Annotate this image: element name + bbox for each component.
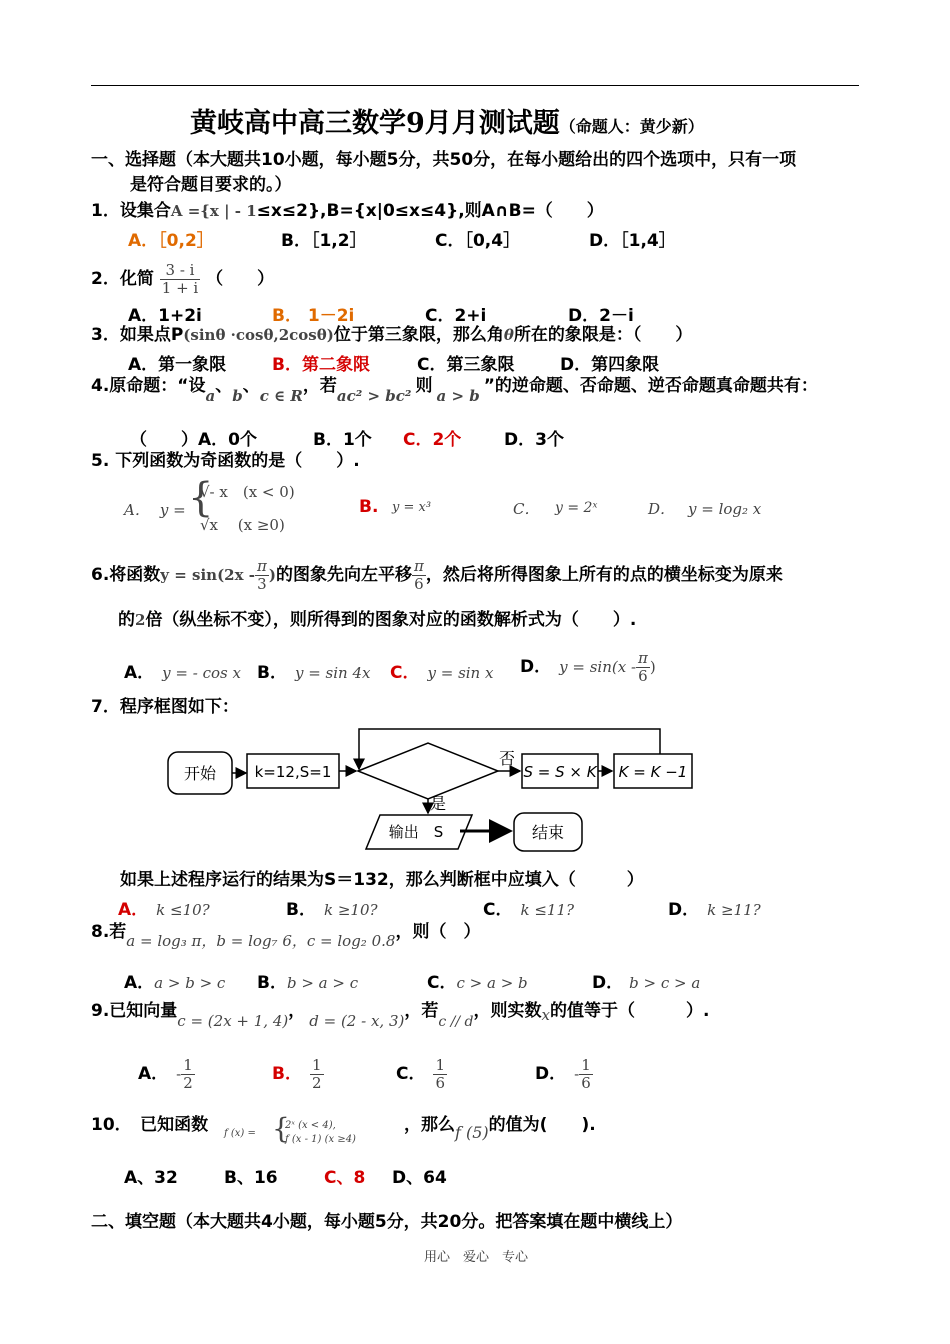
q1-option-a: A．［0,2］ — [128, 231, 214, 251]
q3-theta: θ — [503, 326, 514, 344]
q1-set-a: A ={x | - 1 — [170, 202, 257, 220]
q7-question: 如果上述程序运行的结果为S＝132，那么判断框中应填入（ ） — [120, 870, 644, 890]
q10-option-d: D、64 — [392, 1168, 447, 1188]
q9-option-d: D． - $\frac{1}{6}$ — [535, 1056, 591, 1092]
q10-prefix: 10． 已知函数 — [91, 1115, 209, 1135]
q5-option-c-label: C． — [513, 500, 540, 518]
page-footer: 用心 爱心 专心 — [424, 1250, 529, 1265]
q5-option-b-label: B. — [359, 497, 379, 517]
q3-option-d: D．第四象限 — [560, 355, 660, 375]
q9-option-c: C． $\frac{1}{6}$ — [396, 1056, 446, 1092]
q3-option-b: B．第二象限 — [272, 355, 370, 375]
section2-heading: 二、填空题（本大题共4小题，每小题5分，共20分。把答案填在题中横线上） — [91, 1212, 683, 1232]
flow-end-label: 结束 — [531, 823, 565, 842]
q5-option-b-expr: y = x³ — [392, 500, 432, 515]
q1-stem — [91, 201, 604, 221]
section1-heading: 一、选择题（本大题共10小题，每小题5分，共50分，在每小题给出的四个选项中，只有一项 — [91, 150, 797, 170]
q7-option-b: B． k ≥10? — [286, 900, 378, 920]
q2-paren: （ ） — [206, 269, 275, 289]
q1-prefix: 1．设集合 — [91, 201, 171, 221]
q10-fx: f (x) = — [224, 1128, 256, 1139]
q10-option-b: B、16 — [224, 1168, 278, 1188]
q8-option-d: D． b > c > a — [592, 973, 701, 993]
q10-piece-2: f (x - 1) (x ≥4) — [285, 1134, 356, 1145]
q2-fraction: $\frac{3 - i}{1 + i}$ — [161, 261, 199, 297]
q1-option-b: B．［1,2］ — [281, 231, 367, 251]
q6-stem: 6.将函数y = sin(2x - $\frac{\pi}{3}$ )的图象先向左平移 $\frac{\pi}{6}$ ，然后将所得图象上所有的点的横坐标变为原来 — [91, 557, 783, 593]
q6-option-a: A． y = - cos x — [124, 663, 241, 683]
q5-brace: { — [188, 475, 214, 521]
q2-stem — [91, 262, 274, 296]
q1-rest: ≤x≤2},B={x|0≤x≤4},则A∩B=（ ） — [256, 201, 604, 221]
top-rule — [91, 85, 859, 86]
page-title — [190, 108, 704, 140]
q7-option-c: C． k ≤11? — [483, 900, 575, 920]
q9-stem: 9.已知向量c = (2x + 1, 4)， d = (2 - x, 3)，若$_{c // d}$，则实数x的值等于（ ）. — [91, 1001, 710, 1030]
title-text: 黄岐高中高三数学9月月测试题 — [190, 108, 560, 139]
q4-stem: 4.原命题：“设a、b、c ∈ R，若ac² > bc² 则 a > b ”的逆命题、否命题、逆否命题真命题共有： — [91, 376, 818, 405]
q2-option-c: C．2+i — [425, 306, 487, 326]
q4-option-d: D．3个 — [504, 430, 564, 450]
q6-option-b: B． y = sin 4x — [257, 663, 371, 683]
q3-point: (sinθ ·cosθ,2cosθ) — [183, 326, 334, 344]
q9-option-a: A． - $\frac{1}{2}$ — [138, 1056, 193, 1092]
q2-option-b: B． 1－2i — [272, 306, 355, 326]
q5-case-2: √x (x ≥0) — [200, 516, 285, 534]
section1-heading-2: 是符合题目要求的。） — [130, 175, 292, 195]
q1-option-c: C．［0,4］ — [435, 231, 521, 251]
q9-option-b: B． $\frac{1}{2}$ — [272, 1056, 322, 1092]
q10-option-a: A、32 — [124, 1168, 178, 1188]
q8-option-c: C．c > a > b — [427, 973, 528, 993]
q2-option-d: D．2－i — [568, 306, 634, 326]
flow-start-label: 开始 — [183, 764, 217, 783]
q6-option-c: C． y = sin x — [390, 663, 494, 683]
q10-option-c: C、8 — [324, 1168, 366, 1188]
q2-option-a: A．1+2i — [128, 306, 202, 326]
q10-rest: ，那么f (5)的值为( ). — [404, 1115, 596, 1142]
q3-stem: 3．如果点P(sinθ ·cosθ,2cosθ)位于第三象限，那么角θ所在的象限是：（ ） — [91, 325, 693, 345]
q5-option-d-label: D． — [648, 500, 676, 518]
flow-assign-k-label: K = K −1 — [618, 763, 688, 781]
q7-stem: 7．程序框图如下： — [91, 697, 239, 717]
q7-option-d: D． k ≥11? — [668, 900, 761, 920]
flow-decision-node — [358, 743, 498, 799]
q3-option-a: A．第一象限 — [128, 355, 227, 375]
q5-stem: 5. 下列函数为奇函数的是（ ）. — [91, 451, 360, 471]
q4-option-b: B．1个 — [313, 430, 372, 450]
author-text: （命题人：黄少新） — [559, 117, 704, 136]
q8-option-b: B．b > a > c — [257, 973, 359, 993]
q5-option-c-expr: y = 2ˣ — [555, 500, 598, 516]
flow-init-label: k=12,S=1 — [254, 763, 332, 781]
q5-option-d-expr: y = log₂ x — [688, 500, 762, 518]
q6-stem-2: 的2倍（纵坐标不变），则所得到的图象对应的函数解析式为（ ）. — [118, 610, 637, 630]
q10-brace: { — [272, 1112, 290, 1145]
q2-prefix: 2．化简 — [91, 269, 154, 289]
q5-option-a: A． y = — [124, 501, 186, 519]
q5-case-1: √- x (x < 0) — [200, 483, 295, 501]
flow-yes-label: 是 — [430, 794, 447, 813]
q6-option-d: D． y = sin(x - $\frac{\pi}{6}$ ) — [520, 649, 656, 685]
flow-output-label: 输出 S — [388, 823, 444, 841]
q8-stem: 8.若a = log₃ π，b = log₇ 6，c = log₂ 0.8，则（ ） — [91, 922, 481, 950]
flow-no-label: 否 — [499, 749, 516, 768]
q1-option-d: D．［1,4］ — [589, 231, 676, 251]
flow-assign-s-label: S = S × K — [523, 763, 597, 781]
q8-option-a: A．a > b > c — [124, 973, 226, 993]
q3-option-c: C．第三象限 — [417, 355, 515, 375]
q4-option-c: C．2个 — [403, 430, 462, 450]
q7-option-a: A． k ≤10? — [118, 900, 210, 920]
q10-piece-1: 2ˣ (x < 4), — [285, 1120, 336, 1131]
flowchart — [160, 725, 700, 860]
q4-option-a: （ ）A．0个 — [130, 430, 257, 450]
